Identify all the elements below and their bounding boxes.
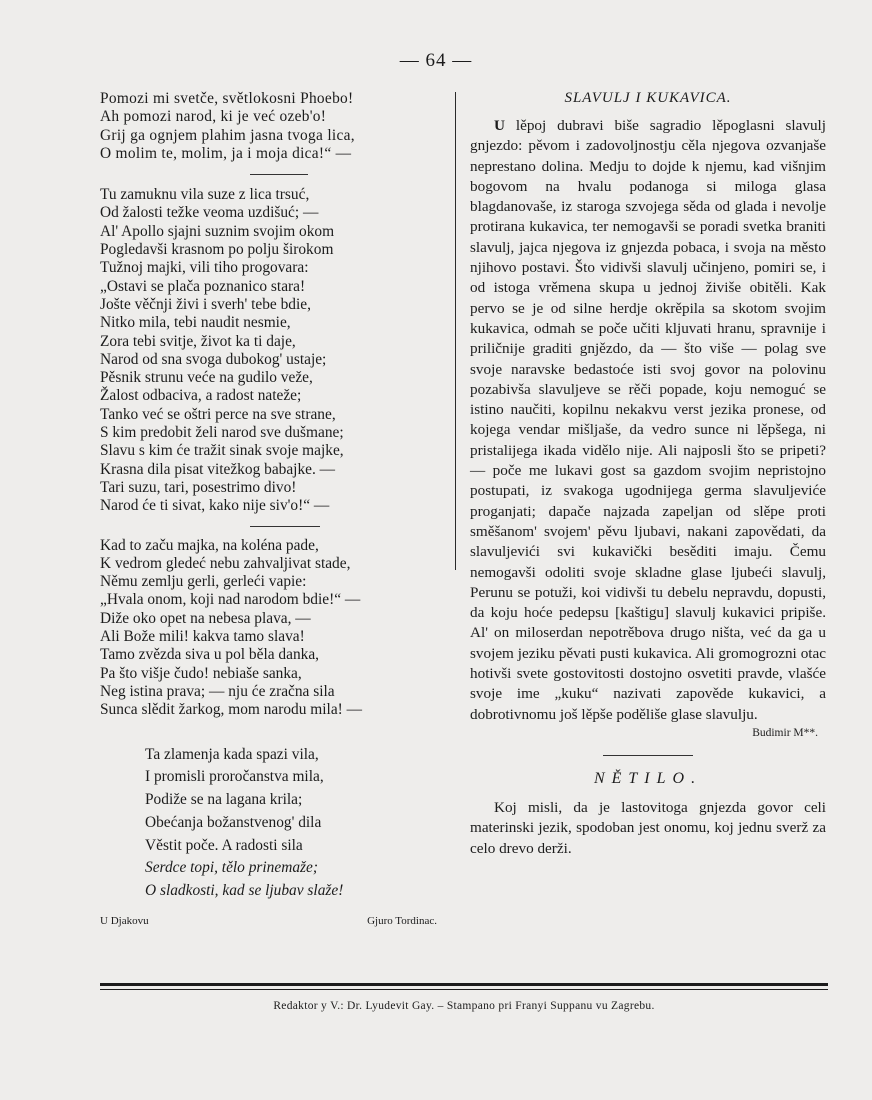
poem-stanza-3 (100, 537, 445, 720)
poem-line: Pěsnik strunu veće na gudilo veže, (100, 369, 313, 387)
poem-line: Tanko već se oštri perce na sve strane, (100, 405, 336, 423)
poem-line: Zora tebi svitje, život ka ti daje, (100, 332, 296, 350)
poem-line: Narod će ti sivat, kako nije siv'o!“ — (100, 497, 330, 515)
article-author: Budimir M**. (752, 726, 818, 739)
poem-line: Tari suzu, tari, posestrimo divo! (100, 478, 297, 496)
poem-line: Nitko mila, tebi naudit nesmie, (100, 314, 291, 332)
poem-line: Pa što višje čudo! nebiaše sanka, (100, 664, 302, 682)
poem-stanza-1 (100, 90, 445, 163)
article-text: lěpoj dubravi biše sagradio lěpoglasni slavulj gnjezdo: pěvom i zadovoljnostju cěla njegova ozvanjaše neprestano dolina. Medju to dojde k njemu, kad višnjim bogovom na hvalu podanoga si miloga glasa blagdanovaše, iz staroga szvojega sěda od glada i nevolje protirana kukavica, ter nemogavši se poradi svetka braniti slavulj, jajca njegova iz gnjezda pobaca, i svoja na město njihovo postavi. Što vidivši slavulj učinjeno, pomiri se, i od istoga vrěmena skupa u jednoj živiše obitěli. Kak pervo se je od silne herdje okrěpila sa skotom svojim kukavica, odmah se poče učiti kljuvati hranu, spravnije i priličnije graditi gnjězdo, da — što više — polag sve svoje naravske bedastoće isti svoj govor na polovinu pozabivša slavuljeve se rěči popade, koju nemoguć se istino naučiti, kopilnu nekakvu verst jezika pronese, od kojega vendar mišljaše, da vedro sunce ni lěpšega, ni pristalijega ikada vidělo nije. Ali najposli što se pripeti? — poče me lukavi gost sa gazdom svojim nepristojno postupati, iz svakoga ugodnijega germa slavuljeviće proganjati; dapače najzada zapeljan od slěpe proti směšanom' svojem' pěvu ljubavi, nakani zapovědati, da slavuljevići svi kukavički besěditi imaju. Čemu nemogavši odoliti svoje skladne glase ljubeći slavulj, Perunu se potuži, koi vidivši tu debelu nepravdu, dopusti, da koju hoće pedepsu [kaštigu] slavulj kukavici pripiše. Al' on miloserdan nepotrěbova drugo ništa, već da ga u svojem jeziku pěvati pusti kukavica. Ali gromogrozni otac hotivši svete gostovitosti dostojno osvetiti pravde, vlašće svoje ime „kuku“ nazivati zapověde kukavici, a dobrotivnomu još lěpše poděliše glase slavulju. (470, 117, 826, 723)
article-title: SLAVULJ I KUKAVICA. (564, 90, 732, 106)
poem-line-italic: O sladkosti, kad se ljubav slaže! (145, 882, 344, 900)
poem-line: Od žalosti težke veoma uzdišuć; — (100, 204, 319, 222)
poem-line: Krasna dila pisat vitežkog babajke. — (100, 460, 336, 478)
poem-signature-row (100, 915, 445, 927)
poem-line: „Hvala onom, koji nad narodom bdie!“ — (100, 591, 361, 609)
poem-line: Jošte věčnji živi i sverh' tebe bdie, (100, 295, 311, 313)
poem-line: Slavu s kim će tražit sinak svoje majke, (100, 442, 344, 460)
footer-rule-thick (100, 983, 828, 986)
poem-column (100, 90, 445, 927)
poem-line: Podiže se na lagana krila; (145, 791, 303, 809)
poem-line: Pomozi mi svetče, světlokosni Phoebo! (100, 90, 354, 107)
poem-line: Narod od sna svoga dubokog' ustaje; (100, 350, 327, 368)
poem-stanza-2 (100, 186, 445, 515)
section-title: NĚTILO. (593, 769, 703, 787)
imprint-footer: Redaktor y V.: Dr. Lyudevit Gay. – Stampano pri Franyi Suppanu vu Zagrebu. (273, 1000, 655, 1012)
footer-rule-thin (100, 989, 828, 990)
article-body (470, 116, 826, 725)
poem-line: Grij ga ognjem plahim jasna tvoga lica, (100, 126, 355, 144)
poem-author: Gjuro Tordinac. (367, 915, 437, 928)
poem-line: K vedrom gledeć nebu zahvaljivat stade, (100, 554, 351, 572)
stanza-divider (250, 526, 320, 527)
poem-line: Ali Bože mili! kakva tamo slava! (100, 628, 305, 646)
section-body: Koj misli, da je lastovitoga gnjezda govor celi materinski jezik, spodoban jest onomu, koj jednu sverž za celo drevo derži. (470, 798, 826, 857)
poem-line: Al' Apollo sjajni suznim svojim okom (100, 222, 335, 240)
poem-line: I promisli proročanstva mila, (145, 768, 324, 786)
poem-line: Pogledavši krasnom po polju širokom (100, 241, 334, 259)
poem-stanza-4 (145, 744, 445, 904)
poem-line: Tu zamuknu vila suze z lica trsuć, (100, 186, 310, 204)
poem-line: Kad to začu majka, na koléna pade, (100, 536, 319, 554)
poem-line: Neg istina prava; — nju će zračna sila (100, 682, 335, 700)
section-divider (603, 755, 693, 756)
poem-line: Žalost odbaciva, a radost nateže; (100, 387, 302, 405)
poem-line: „Ostavi se plača poznanico stara! (100, 277, 306, 295)
poem-line: Obećanja božanstvenog' dila (145, 813, 322, 831)
dropcap: U (494, 117, 505, 134)
stanza-divider (250, 174, 308, 175)
poem-line: Sunca slědit žarkog, mom narodu mila! — (100, 701, 363, 719)
column-divider (455, 92, 456, 570)
prose-column (470, 88, 826, 859)
poem-line: Ta zlamenja kada spazi vila, (145, 745, 319, 763)
poem-line: Tužnoj majki, vili tiho progovara: (100, 259, 309, 277)
poem-line: Věstit poče. A radosti sila (145, 836, 303, 854)
poem-line-italic: Serdce topi, tělo prinemaže; (145, 859, 318, 877)
page-number: — 64 — (399, 50, 473, 71)
poem-line: Diže oko opet na nebesa plava, — (100, 609, 311, 627)
poem-line: Tamo zvězda siva u pol běla danka, (100, 646, 320, 664)
poem-place: U Djakovu (100, 915, 149, 928)
poem-line: Němu zemlju gerli, gerleći vapie: (100, 573, 307, 591)
poem-line: S kim predobit želi narod sve dušmane; (100, 424, 344, 442)
poem-line: O molim te, molim, ja i moja dica!“ — (100, 144, 352, 162)
poem-line: Ah pomozi narod, ki je već ozeb'o! (100, 108, 327, 126)
